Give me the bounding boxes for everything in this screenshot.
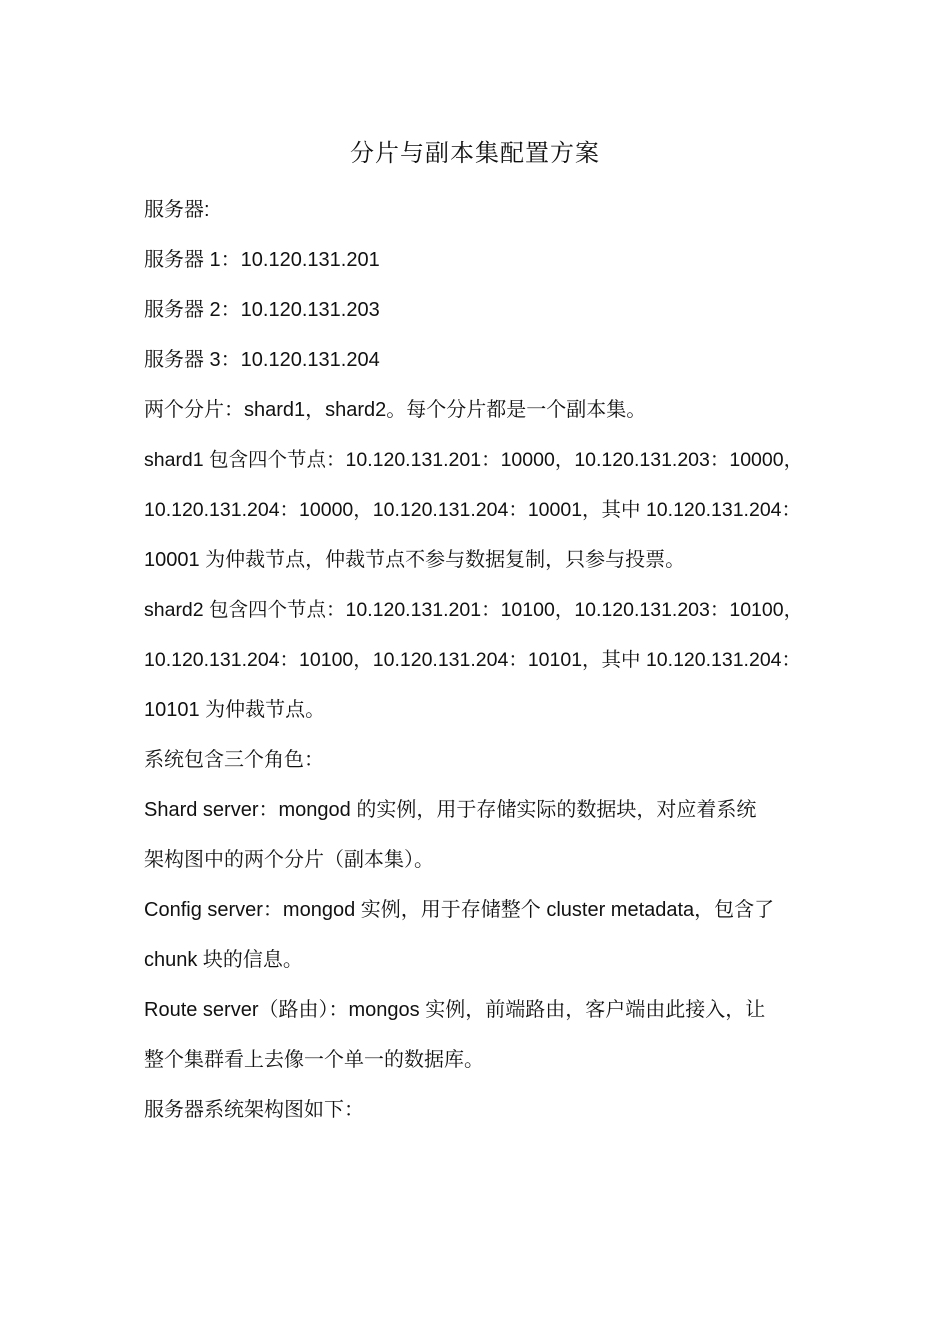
paragraph-line: 系统包含三个角色： [144,749,324,771]
paragraph-line: 10101 为仲裁节点。 [144,699,326,721]
paragraph-line: shard2 包含四个节点：10.120.131.201：10100，10.120.131.203：10100， [144,599,804,621]
paragraph-line: 服务器 3：10.120.131.204 [144,349,380,371]
paragraph-line: 两个分片：shard1，shard2。每个分片都是一个副本集。 [144,399,647,421]
paragraph-line: Config server：mongod 实例，用于存储整个 cluster metadata，包含了 [144,899,775,921]
paragraph-line: 10.120.131.204：10000，10.120.131.204：10001，其中 10.120.131.204： [144,499,802,521]
paragraph-line: 服务器系统架构图如下： [144,1099,364,1121]
paragraph-line: 服务器 2：10.120.131.203 [144,299,380,321]
paragraph-line: 10.120.131.204：10100，10.120.131.204：10101，其中 10.120.131.204： [144,649,802,671]
paragraph-line: 服务器 1：10.120.131.201 [144,249,380,271]
paragraph-line: 服务器: [144,199,210,221]
paragraph-line: 架构图中的两个分片（副本集）。 [144,849,434,871]
document-body [144,193,810,1143]
paragraph-line: 10001 为仲裁节点，仲裁节点不参与数据复制，只参与投票。 [144,549,686,571]
paragraph-line: chunk 块的信息。 [144,949,303,971]
paragraph-line: 整个集群看上去像一个单一的数据库。 [144,1049,484,1071]
paragraph-line: Route server（路由）：mongos 实例，前端路由，客户端由此接入，让 [144,999,766,1021]
paragraph-line: Shard server：mongod 的实例，用于存储实际的数据块，对应着系统 [144,799,757,821]
paragraph-line: shard1 包含四个节点：10.120.131.201：10000，10.120.131.203：10000， [144,449,804,471]
document-title: 分片与副本集配置方案 [350,139,600,167]
